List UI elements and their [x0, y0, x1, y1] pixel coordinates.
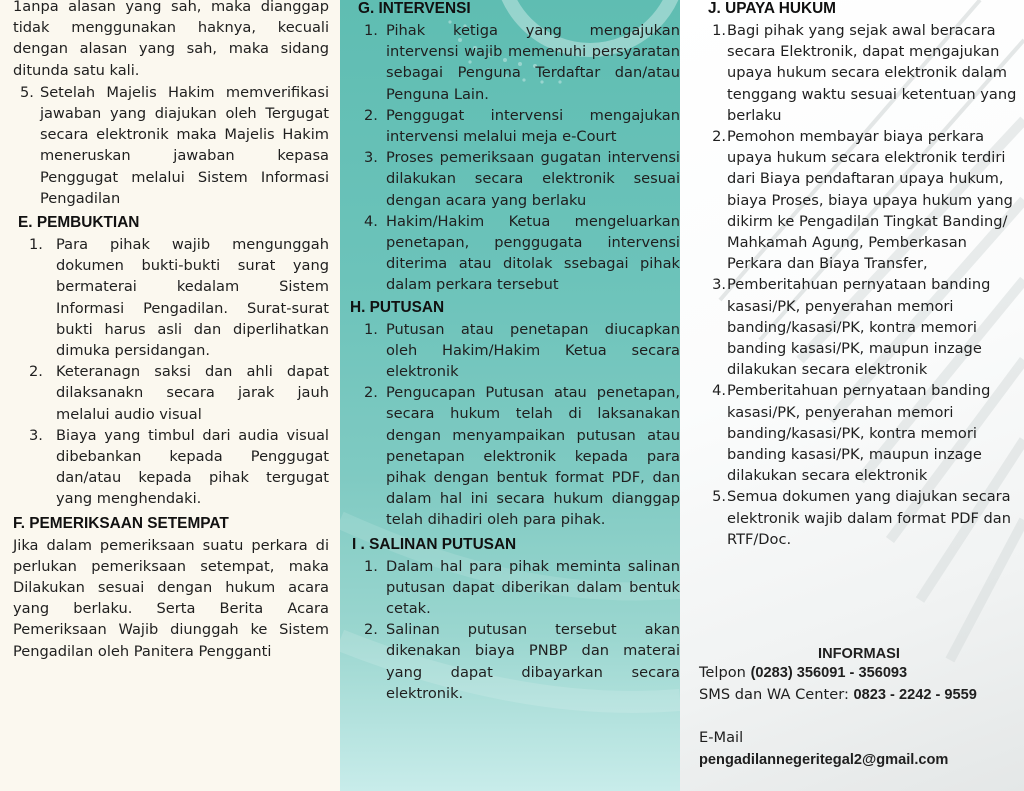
right-panel-content [698, 0, 1020, 550]
list-number: 2. [364, 106, 378, 124]
list-text: Bagi pihak yang sejak awal beracara secara Elektronik, dapat mengajukan upaya hukum secara elektronik dalam tenggang waktu sesuai ketentuan yang berlaku [727, 22, 1017, 124]
list-number: 5. [712, 488, 726, 506]
list-text: Pengucapan Putusan atau penetapan, secara hukum telah di laksanakan dengan menyampaikan putusan atau penetapan elektronik kepada para pihak dengan bentuk format PDF, dan dalam hal ini secara hukum dianggap telah dihadiri oleh para pihak. [386, 384, 680, 529]
list-item [698, 380, 1020, 486]
list-number: 2. [712, 128, 726, 146]
list-number: 2. [364, 621, 378, 639]
list-item [698, 274, 1020, 380]
list-number: 3. [712, 276, 726, 294]
list-number: 4. [364, 212, 378, 230]
list-number: 1. [364, 557, 378, 575]
list-item [364, 619, 680, 704]
list-number: 1. [364, 320, 378, 338]
sms-label: SMS dan WA Center: [699, 686, 854, 704]
list-item [698, 20, 1020, 126]
list-number: 1. [712, 22, 726, 39]
right-panel [680, 0, 1024, 791]
phone-label: Telpon [699, 664, 751, 681]
list-text: Para pihak wajib mengunggah dokumen bukti-bukti surat yang bermaterai kedalam Sistem Informasi Pengadilan. Surat-surat bukti harus asli dan diperlihatkan dimuka persidangan. [56, 236, 329, 360]
list-text: Semua dokumen yang diajukan secara elektronik wajib dalam format PDF dan RTF/Doc. [727, 488, 1011, 548]
list-item [364, 319, 680, 383]
left-panel [0, 0, 340, 791]
list-item [698, 486, 1020, 550]
sms-line [699, 684, 1019, 706]
list-text: Hakim/Hakim Ketua mengeluarkan penetapan, penggugata intervensi diterima atau ditolak ssebagai pihak dalam perkara tersebut [386, 212, 680, 294]
list-number: 3. [29, 426, 43, 444]
list-text: Biaya yang timbul dari audia visual dibebankan kepada Penggugat dan/atau kepada pihak tergugat yang menghendaki. [56, 426, 329, 508]
section-i-title: I . SALINAN PUTUSAN [352, 535, 517, 553]
email-address: pengadilannegeritegal2@gmail.com [699, 751, 949, 768]
list-text: Pemberitahuan pernyataan banding kasasi/PK, penyerahan memori banding/kasasi/PK, kontra memori banding kasasi/PK, maupun inzage dilakukan secara elektronik [727, 382, 991, 485]
list-text: Pemohon membayar biaya perkara upaya hukum secara elektronik terdiri dari Biaya pendaftaran upaya hukum, biaya Proses, biaya upaya hukum yang dikirm ke Pengadilan Tingkat Banding/ Mahkamah Agung, Pemberkasan Perkara dan Biaya Transfer, [727, 128, 1013, 273]
list-item [364, 147, 680, 211]
list-number: 1. [364, 22, 378, 39]
list-text: Keteranagn saksi dan ahli dapat dilaksanakn secara jarak jauh melalui audio visual [56, 363, 329, 423]
list-item [20, 82, 329, 209]
list-number: 2. [29, 363, 43, 381]
info-title: INFORMASI [818, 646, 900, 662]
list-number: 5. [20, 83, 34, 101]
list-item [29, 234, 329, 361]
list-text: Pihak ketiga yang mengajukan intervensi wajib memenuhi persyaratan sebagai Penguna Terdaftar dan/atau Penguna Lain. [386, 22, 680, 103]
section-j-title: J. UPAYA HUKUM [708, 0, 836, 17]
list-text: Dalam hal para pihak meminta salinan putusan dapat diberikan dalam bentuk cetak. [386, 557, 680, 618]
list-item [364, 20, 680, 105]
list-text: Penggugat intervensi mengajukan intervensi melalui meja e-Court [386, 106, 680, 146]
list-item [29, 425, 329, 510]
list-item [364, 382, 680, 530]
phone-line [699, 662, 1019, 684]
list-item [698, 126, 1020, 274]
list-item [29, 361, 329, 425]
intro-paragraph: 1anpa alasan yang sah, maka dianggap tidak menggunakan haknya, kecuali dengan alasan yang sah, maka sidang ditunda satu kali. [13, 0, 329, 79]
list-item [364, 105, 680, 147]
list-number: 4. [712, 382, 726, 400]
section-f-title: F. PEMERIKSAAN SETEMPAT [13, 514, 229, 532]
section-e-title: E. PEMBUKTIAN [18, 214, 140, 232]
list-text: Pemberitahuan pernyataan banding kasasi/PK, penyerahan memori banding/kasasi/PK, kontra memori banding kasasi/PK, maupun inzage dilakukan secara elektronik [727, 276, 991, 379]
email-label: E-Mail [699, 729, 744, 747]
list-number: 2. [364, 384, 378, 402]
section-g-title: G. INTERVENSI [358, 0, 471, 17]
list-text: Putusan atau penetapan diucapkan oleh Hakim/Hakim Ketua secara elektronik [386, 320, 680, 381]
section-f-text: Jika dalam pemeriksaan suatu perkara di perlukan pemeriksaan setempat, maka Dilakukan sesuai dengan hukum acara yang berlaku. Serta Berita Acara Pemeriksaan Wajib diunggah ke Sistem Pengadilan oleh Panitera Pengganti [13, 536, 329, 660]
list-item [364, 211, 680, 296]
middle-panel-content [350, 0, 680, 704]
section-h-title: H. PUTUSAN [350, 298, 445, 316]
phone-number: (0283) 356091 - 356093 [750, 665, 908, 681]
list-text: Proses pemeriksaan gugatan intervensi dilakukan secara elektronik sesuai dengan acara yang berlaku [386, 149, 680, 209]
middle-panel [340, 0, 680, 791]
list-text: Setelah Majelis Hakim memverifikasi jawaban yang diajukan oleh Tergugat secara elektronik maka Majelis Hakim meneruskan jawaban kepasa Penggugat melalui Sistem Informasi Pengadilan [39, 83, 329, 207]
email-line [699, 749, 1019, 771]
left-panel-content [13, 0, 329, 662]
list-text: Salinan putusan tersebut akan dikenakan biaya PNBP dan materai yang dapat dibayarkan secara elektronik. [386, 621, 680, 702]
list-item [364, 556, 680, 620]
list-number: 3. [364, 149, 378, 167]
list-number: 1. [29, 236, 43, 254]
info-block [699, 646, 1019, 771]
sms-number: 0823 - 2242 - 9559 [853, 687, 977, 704]
